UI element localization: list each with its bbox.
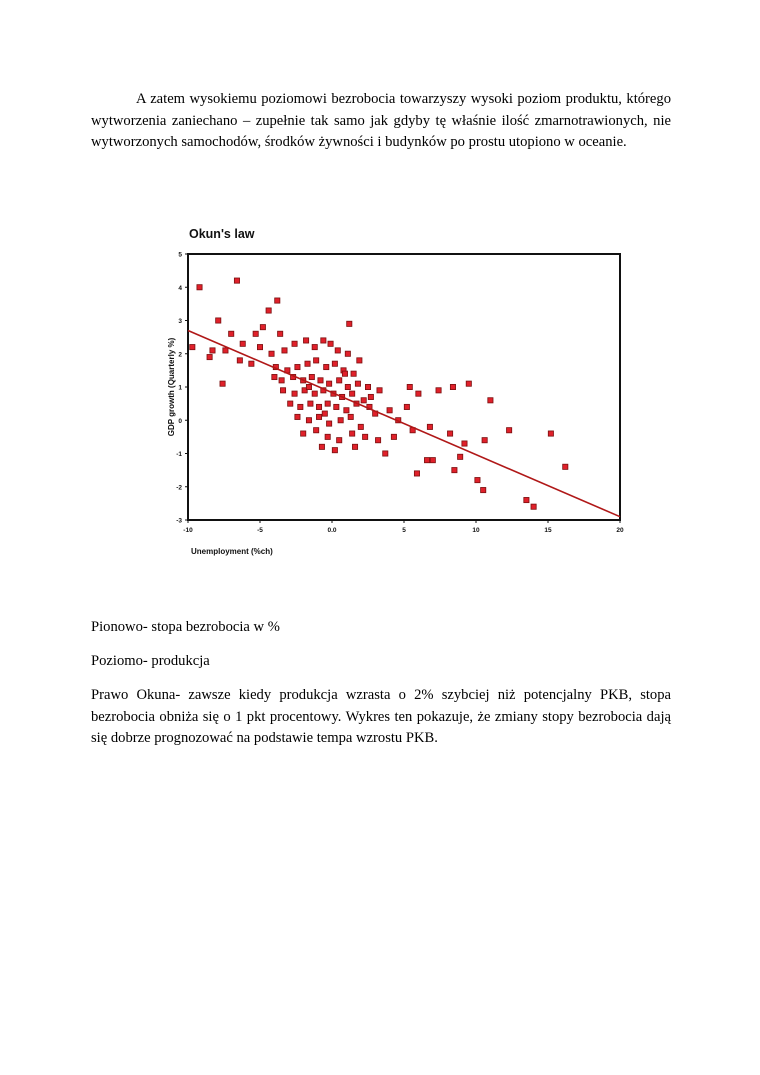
data-point	[295, 364, 300, 369]
scatter-plot	[165, 218, 635, 570]
data-point	[337, 378, 342, 383]
data-point	[216, 318, 221, 323]
data-point	[249, 361, 254, 366]
data-point	[223, 348, 228, 353]
data-point	[280, 388, 285, 393]
data-point	[350, 431, 355, 436]
paragraph-intro: A zatem wysokiemu poziomowi bezrobocia towarzyszy wysoki poziom produktu, którego wytworzenia zaniechano – zupełnie tak samo jak gdyby tę właśnie ilość zmarnotrawionych, nie wytworzonych samochodów, środków żywności i budynków po prostu utopiono w oceanie.	[91, 91, 671, 150]
data-point	[350, 391, 355, 396]
data-point	[306, 384, 311, 389]
data-point	[447, 431, 452, 436]
data-point	[327, 421, 332, 426]
y-tick-label: 3	[178, 318, 182, 325]
data-point	[197, 285, 202, 290]
data-point	[332, 448, 337, 453]
x-tick-label: 10	[472, 527, 480, 534]
data-point	[365, 384, 370, 389]
x-tick-label: -5	[257, 527, 263, 534]
data-point	[316, 404, 321, 409]
data-point	[292, 341, 297, 346]
data-point	[312, 345, 317, 350]
label-vertical-axis: Pionowo- stopa bezrobocia w %	[91, 619, 280, 635]
data-point	[303, 338, 308, 343]
data-point	[348, 414, 353, 419]
data-point	[351, 371, 356, 376]
data-point	[357, 358, 362, 363]
data-point	[306, 418, 311, 423]
data-point	[257, 345, 262, 350]
data-point	[269, 351, 274, 356]
data-point	[275, 298, 280, 303]
data-point	[328, 341, 333, 346]
data-point	[563, 464, 568, 469]
data-point	[347, 321, 352, 326]
data-point	[345, 351, 350, 356]
data-point	[295, 414, 300, 419]
data-point	[427, 424, 432, 429]
data-point	[548, 431, 553, 436]
data-point	[260, 325, 265, 330]
data-point	[337, 438, 342, 443]
data-point	[325, 434, 330, 439]
data-point	[368, 394, 373, 399]
data-point	[488, 398, 493, 403]
data-point	[305, 361, 310, 366]
data-point	[278, 331, 283, 336]
data-point	[237, 358, 242, 363]
x-tick-label: 15	[544, 527, 552, 534]
data-point	[335, 348, 340, 353]
y-tick-label: 0	[178, 417, 182, 425]
data-point	[229, 331, 234, 336]
data-point	[424, 458, 429, 463]
data-point	[452, 468, 457, 473]
chart-title: Okun's law	[189, 227, 255, 241]
data-point	[279, 378, 284, 383]
data-point	[316, 414, 321, 419]
data-point	[318, 378, 323, 383]
data-point	[345, 384, 350, 389]
data-point	[387, 408, 392, 413]
data-point	[436, 388, 441, 393]
data-point	[377, 388, 382, 393]
data-point	[314, 358, 319, 363]
data-point	[524, 497, 529, 502]
x-axis-label: Unemployment (%ch)	[191, 547, 273, 556]
data-point	[450, 384, 455, 389]
data-point	[322, 411, 327, 416]
y-tick-label: 4	[178, 284, 182, 292]
data-point	[363, 434, 368, 439]
data-point	[338, 418, 343, 423]
y-axis-label: GDP growth (Quarterly %)	[167, 337, 176, 437]
okun-law-chart	[165, 218, 635, 570]
data-point	[309, 374, 314, 379]
y-tick-label: -2	[176, 484, 182, 492]
data-point	[462, 441, 467, 446]
data-point	[325, 401, 330, 406]
label-horizontal-axis: Poziomo- produkcja	[91, 653, 210, 669]
y-tick-label: -1	[176, 451, 182, 458]
data-point	[391, 434, 396, 439]
data-point	[332, 361, 337, 366]
data-point	[266, 308, 271, 313]
data-point	[475, 478, 480, 483]
data-point	[292, 391, 297, 396]
data-point	[414, 471, 419, 476]
data-point	[207, 354, 212, 359]
paragraph-okun-law: Prawo Okuna- zawsze kiedy produkcja wzrasta o 2% szybciej niż potencjalny PKB, stopa bezrobocia obniża się o 1 pkt procentowy. Wykres ten pokazuje, że zmiany stopy bezrobocia dają się dobrze prognozować na podstawie tempa wzrostu PKB.	[91, 687, 671, 746]
data-point	[344, 408, 349, 413]
y-tick-label: 1	[178, 384, 182, 392]
y-tick-label: -3	[176, 517, 182, 525]
data-point	[324, 364, 329, 369]
data-point	[416, 391, 421, 396]
data-point	[375, 438, 380, 443]
data-point	[234, 278, 239, 283]
data-point	[321, 338, 326, 343]
data-point	[531, 504, 536, 509]
plot-frame	[188, 254, 620, 520]
data-point	[342, 371, 347, 376]
data-point	[383, 451, 388, 456]
data-point	[466, 381, 471, 386]
data-point	[355, 381, 360, 386]
data-point	[481, 487, 486, 492]
data-point	[361, 398, 366, 403]
data-point	[482, 438, 487, 443]
data-point	[288, 401, 293, 406]
data-point	[298, 404, 303, 409]
data-point	[308, 401, 313, 406]
data-point	[253, 331, 258, 336]
data-point	[312, 391, 317, 396]
data-point	[334, 404, 339, 409]
data-point	[430, 458, 435, 463]
data-point	[319, 444, 324, 449]
x-tick-label: 0.0	[327, 527, 337, 534]
data-point	[407, 384, 412, 389]
x-tick-label: -10	[183, 527, 193, 534]
data-point	[327, 381, 332, 386]
y-tick-label: 2	[178, 351, 182, 359]
y-tick-label: 5	[178, 251, 182, 259]
data-point	[190, 345, 195, 350]
data-point	[210, 348, 215, 353]
data-point	[507, 428, 512, 433]
data-point	[458, 454, 463, 459]
data-point	[240, 341, 245, 346]
data-point	[358, 424, 363, 429]
data-point	[220, 381, 225, 386]
data-point	[314, 428, 319, 433]
data-point	[301, 431, 306, 436]
data-point	[352, 444, 357, 449]
data-point	[404, 404, 409, 409]
x-tick-label: 20	[616, 527, 624, 534]
data-point	[272, 374, 277, 379]
data-point	[282, 348, 287, 353]
x-tick-label: 5	[402, 527, 406, 534]
